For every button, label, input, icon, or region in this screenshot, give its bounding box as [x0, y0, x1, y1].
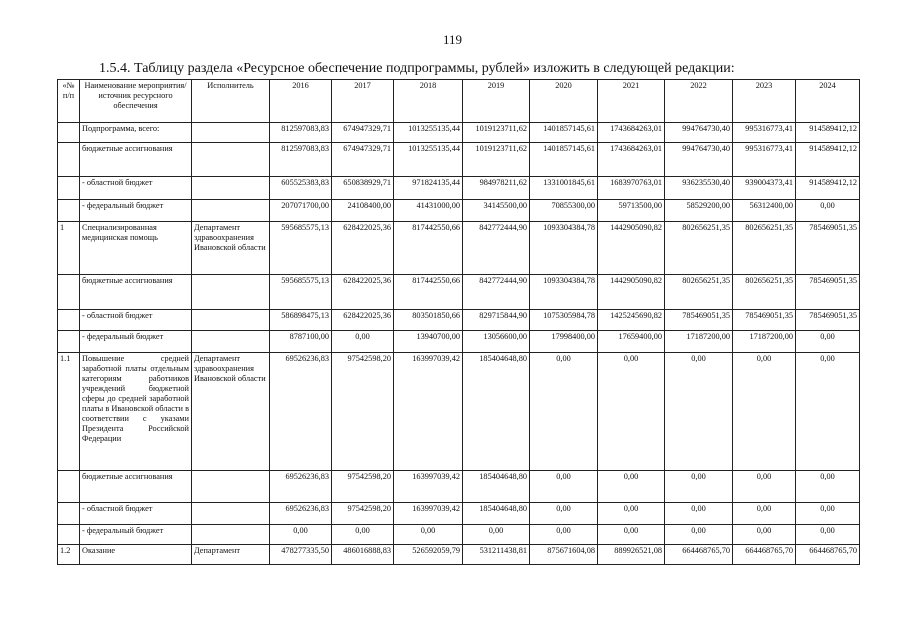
- amount-cell: 829715844,90: [463, 310, 530, 331]
- header-cell: 2024: [796, 80, 860, 123]
- executor-cell: Департамент здравоохранения Ивановской области: [192, 222, 270, 275]
- header-cell: 2016: [270, 80, 332, 123]
- amount-cell: 1425245690,82: [598, 310, 665, 331]
- activity-name-cell: Специализированная медицинская помощь: [80, 222, 192, 275]
- table-row: [58, 545, 860, 565]
- amount-cell: 586898475,13: [270, 310, 332, 331]
- amount-cell: 0,00: [598, 471, 665, 503]
- activity-name-cell: - федеральный бюджет: [80, 200, 192, 222]
- amount-cell: 17187200,00: [665, 331, 733, 353]
- amount-cell: 0,00: [530, 353, 598, 471]
- amount-cell: 0,00: [598, 503, 665, 525]
- amount-cell: 628422025,36: [332, 222, 394, 275]
- amount-cell: 0,00: [796, 353, 860, 471]
- amount-cell: 163997039,42: [394, 503, 463, 525]
- activity-name-cell: - областной бюджет: [80, 310, 192, 331]
- amount-cell: 0,00: [665, 353, 733, 471]
- amount-cell: 0,00: [665, 503, 733, 525]
- activity-name-cell: бюджетные ассигнования: [80, 471, 192, 503]
- amount-cell: 1442905090,82: [598, 275, 665, 310]
- amount-cell: 34145500,00: [463, 200, 530, 222]
- amount-cell: 41431000,00: [394, 200, 463, 222]
- amount-cell: 0,00: [332, 331, 394, 353]
- amount-cell: 163997039,42: [394, 353, 463, 471]
- amount-cell: 802656251,35: [665, 222, 733, 275]
- amount-cell: 97542598,20: [332, 503, 394, 525]
- table-row: [58, 275, 860, 310]
- amount-cell: 803501850,66: [394, 310, 463, 331]
- amount-cell: 914589412,12: [796, 177, 860, 200]
- amount-cell: 24108400,00: [332, 200, 394, 222]
- activity-name-cell: бюджетные ассигнования: [80, 143, 192, 177]
- table-row: [58, 177, 860, 200]
- amount-cell: 478277335,50: [270, 545, 332, 565]
- amount-cell: 802656251,35: [733, 222, 796, 275]
- header-cell: 2023: [733, 80, 796, 123]
- amount-cell: 1093304384,78: [530, 222, 598, 275]
- header-cell: 2018: [394, 80, 463, 123]
- amount-cell: 889926521,08: [598, 545, 665, 565]
- amount-cell: 0,00: [796, 525, 860, 545]
- amount-cell: 0,00: [394, 525, 463, 545]
- amount-cell: 17659400,00: [598, 331, 665, 353]
- row-number-cell: 1: [58, 222, 80, 275]
- amount-cell: 664468765,70: [665, 545, 733, 565]
- table-row: [58, 331, 860, 353]
- amount-cell: 0,00: [463, 525, 530, 545]
- amount-cell: 0,00: [598, 353, 665, 471]
- amount-cell: 1401857145,61: [530, 123, 598, 143]
- activity-name-cell: бюджетные ассигнования: [80, 275, 192, 310]
- executor-cell: [192, 331, 270, 353]
- amount-cell: 1019123711,62: [463, 123, 530, 143]
- amount-cell: 17998400,00: [530, 331, 598, 353]
- amount-cell: 185404648,80: [463, 471, 530, 503]
- amount-cell: 0,00: [598, 525, 665, 545]
- amount-cell: 812597083,83: [270, 143, 332, 177]
- executor-cell: [192, 275, 270, 310]
- row-number-cell: [58, 143, 80, 177]
- amount-cell: 207071700,00: [270, 200, 332, 222]
- amount-cell: 0,00: [665, 471, 733, 503]
- table-row: [58, 471, 860, 503]
- amount-cell: 817442550,66: [394, 222, 463, 275]
- row-number-cell: 1.2: [58, 545, 80, 565]
- amount-cell: 0,00: [733, 471, 796, 503]
- amount-cell: 802656251,35: [733, 275, 796, 310]
- amount-cell: 1743684263,01: [598, 123, 665, 143]
- table-row: [58, 143, 860, 177]
- amount-cell: 650838929,71: [332, 177, 394, 200]
- amount-cell: 664468765,70: [796, 545, 860, 565]
- amount-cell: 984978211,62: [463, 177, 530, 200]
- amount-cell: 163997039,42: [394, 471, 463, 503]
- executor-cell: [192, 525, 270, 545]
- amount-cell: 58529200,00: [665, 200, 733, 222]
- amount-cell: 0,00: [796, 503, 860, 525]
- activity-name-cell: Повышение средней заработной платы отдельным категориям работников учреждений бюджетной сферы до средней заработной платы в Ивановской области в соответствии с указами Президента Российской Федерации: [80, 353, 192, 471]
- executor-cell: Департамент: [192, 545, 270, 565]
- amount-cell: 995316773,41: [733, 123, 796, 143]
- amount-cell: 628422025,36: [332, 310, 394, 331]
- amount-cell: 0,00: [665, 525, 733, 545]
- amount-cell: 70855300,00: [530, 200, 598, 222]
- executor-cell: [192, 177, 270, 200]
- header-cell: Наименование мероприятия/источник ресурсного обеспечения: [80, 80, 192, 123]
- table-row: [58, 200, 860, 222]
- amount-cell: 971824135,44: [394, 177, 463, 200]
- amount-cell: 914589412,12: [796, 143, 860, 177]
- amount-cell: 994764730,40: [665, 123, 733, 143]
- row-number-cell: [58, 200, 80, 222]
- amount-cell: 0,00: [796, 471, 860, 503]
- table-row: [58, 123, 860, 143]
- table-row: [58, 525, 860, 545]
- activity-name-cell: - федеральный бюджет: [80, 525, 192, 545]
- amount-cell: 1075305984,78: [530, 310, 598, 331]
- amount-cell: 785469051,35: [796, 275, 860, 310]
- amount-cell: 0,00: [796, 200, 860, 222]
- header-cell: «№ п/п: [58, 80, 80, 123]
- header-cell: 2017: [332, 80, 394, 123]
- amount-cell: 605525383,83: [270, 177, 332, 200]
- amount-cell: 56312400,00: [733, 200, 796, 222]
- amount-cell: 674947329,71: [332, 123, 394, 143]
- amount-cell: 13940700,00: [394, 331, 463, 353]
- table-row: [58, 222, 860, 275]
- amount-cell: 1331001845,61: [530, 177, 598, 200]
- amount-cell: 785469051,35: [733, 310, 796, 331]
- header-cell: 2020: [530, 80, 598, 123]
- amount-cell: 802656251,35: [665, 275, 733, 310]
- executor-cell: [192, 123, 270, 143]
- row-number-cell: [58, 471, 80, 503]
- amount-cell: 1013255135,44: [394, 123, 463, 143]
- amount-cell: 939004373,41: [733, 177, 796, 200]
- amount-cell: 97542598,20: [332, 353, 394, 471]
- executor-cell: [192, 310, 270, 331]
- row-number-cell: [58, 525, 80, 545]
- amount-cell: 0,00: [530, 525, 598, 545]
- executor-cell: [192, 200, 270, 222]
- amount-cell: 0,00: [530, 471, 598, 503]
- amount-cell: 1743684263,01: [598, 143, 665, 177]
- activity-name-cell: Оказание: [80, 545, 192, 565]
- amount-cell: 1093304384,78: [530, 275, 598, 310]
- amount-cell: 97542598,20: [332, 471, 394, 503]
- resource-table: [57, 79, 860, 565]
- amount-cell: 628422025,36: [332, 275, 394, 310]
- amount-cell: 1401857145,61: [530, 143, 598, 177]
- amount-cell: 914589412,12: [796, 123, 860, 143]
- amount-cell: 785469051,35: [796, 222, 860, 275]
- amount-cell: 0,00: [733, 525, 796, 545]
- activity-name-cell: - областной бюджет: [80, 177, 192, 200]
- executor-cell: Департамент здравоохранения Ивановской области: [192, 353, 270, 471]
- amount-cell: 664468765,70: [733, 545, 796, 565]
- amount-cell: 785469051,35: [665, 310, 733, 331]
- amount-cell: 994764730,40: [665, 143, 733, 177]
- activity-name-cell: Подпрограмма, всего:: [80, 123, 192, 143]
- amount-cell: 59713500,00: [598, 200, 665, 222]
- row-number-cell: [58, 310, 80, 331]
- amount-cell: 0,00: [733, 503, 796, 525]
- amount-cell: 185404648,80: [463, 503, 530, 525]
- amount-cell: 842772444,90: [463, 275, 530, 310]
- amount-cell: 13056600,00: [463, 331, 530, 353]
- row-number-cell: [58, 331, 80, 353]
- amount-cell: 69526236,83: [270, 503, 332, 525]
- amount-cell: 185404648,80: [463, 353, 530, 471]
- table-row: [58, 353, 860, 471]
- amount-cell: 842772444,90: [463, 222, 530, 275]
- row-number-cell: [58, 503, 80, 525]
- amount-cell: 0,00: [530, 503, 598, 525]
- amount-cell: 0,00: [733, 353, 796, 471]
- amount-cell: 69526236,83: [270, 471, 332, 503]
- amount-cell: 817442550,66: [394, 275, 463, 310]
- amount-cell: 1442905090,82: [598, 222, 665, 275]
- amount-cell: 785469051,35: [796, 310, 860, 331]
- table-row: [58, 503, 860, 525]
- amount-cell: 995316773,41: [733, 143, 796, 177]
- row-number-cell: [58, 275, 80, 310]
- executor-cell: [192, 471, 270, 503]
- amount-cell: 0,00: [332, 525, 394, 545]
- amount-cell: 595685575,13: [270, 275, 332, 310]
- table-row: [58, 310, 860, 331]
- table-header-row: [58, 80, 860, 123]
- section-heading: 1.5.4. Таблицу раздела «Ресурсное обеспечение подпрограммы, рублей» изложить в следующей редакции:: [99, 61, 735, 76]
- amount-cell: 674947329,71: [332, 143, 394, 177]
- activity-name-cell: - федеральный бюджет: [80, 331, 192, 353]
- row-number-cell: [58, 123, 80, 143]
- amount-cell: 1013255135,44: [394, 143, 463, 177]
- amount-cell: 812597083,83: [270, 123, 332, 143]
- header-cell: 2019: [463, 80, 530, 123]
- header-cell: 2022: [665, 80, 733, 123]
- amount-cell: 0,00: [270, 525, 332, 545]
- amount-cell: 69526236,83: [270, 353, 332, 471]
- executor-cell: [192, 503, 270, 525]
- amount-cell: 936235530,40: [665, 177, 733, 200]
- amount-cell: 875671604,08: [530, 545, 598, 565]
- row-number-cell: 1.1: [58, 353, 80, 471]
- amount-cell: 17187200,00: [733, 331, 796, 353]
- header-cell: 2021: [598, 80, 665, 123]
- amount-cell: 1683970763,01: [598, 177, 665, 200]
- amount-cell: 8787100,00: [270, 331, 332, 353]
- row-number-cell: [58, 177, 80, 200]
- amount-cell: 0,00: [796, 331, 860, 353]
- activity-name-cell: - областной бюджет: [80, 503, 192, 525]
- amount-cell: 1019123711,62: [463, 143, 530, 177]
- amount-cell: 531211438,81: [463, 545, 530, 565]
- header-cell: Исполнитель: [192, 80, 270, 123]
- amount-cell: 595685575,13: [270, 222, 332, 275]
- page-number: 119: [442, 32, 463, 47]
- amount-cell: 526592059,79: [394, 545, 463, 565]
- executor-cell: [192, 143, 270, 177]
- amount-cell: 486016888,83: [332, 545, 394, 565]
